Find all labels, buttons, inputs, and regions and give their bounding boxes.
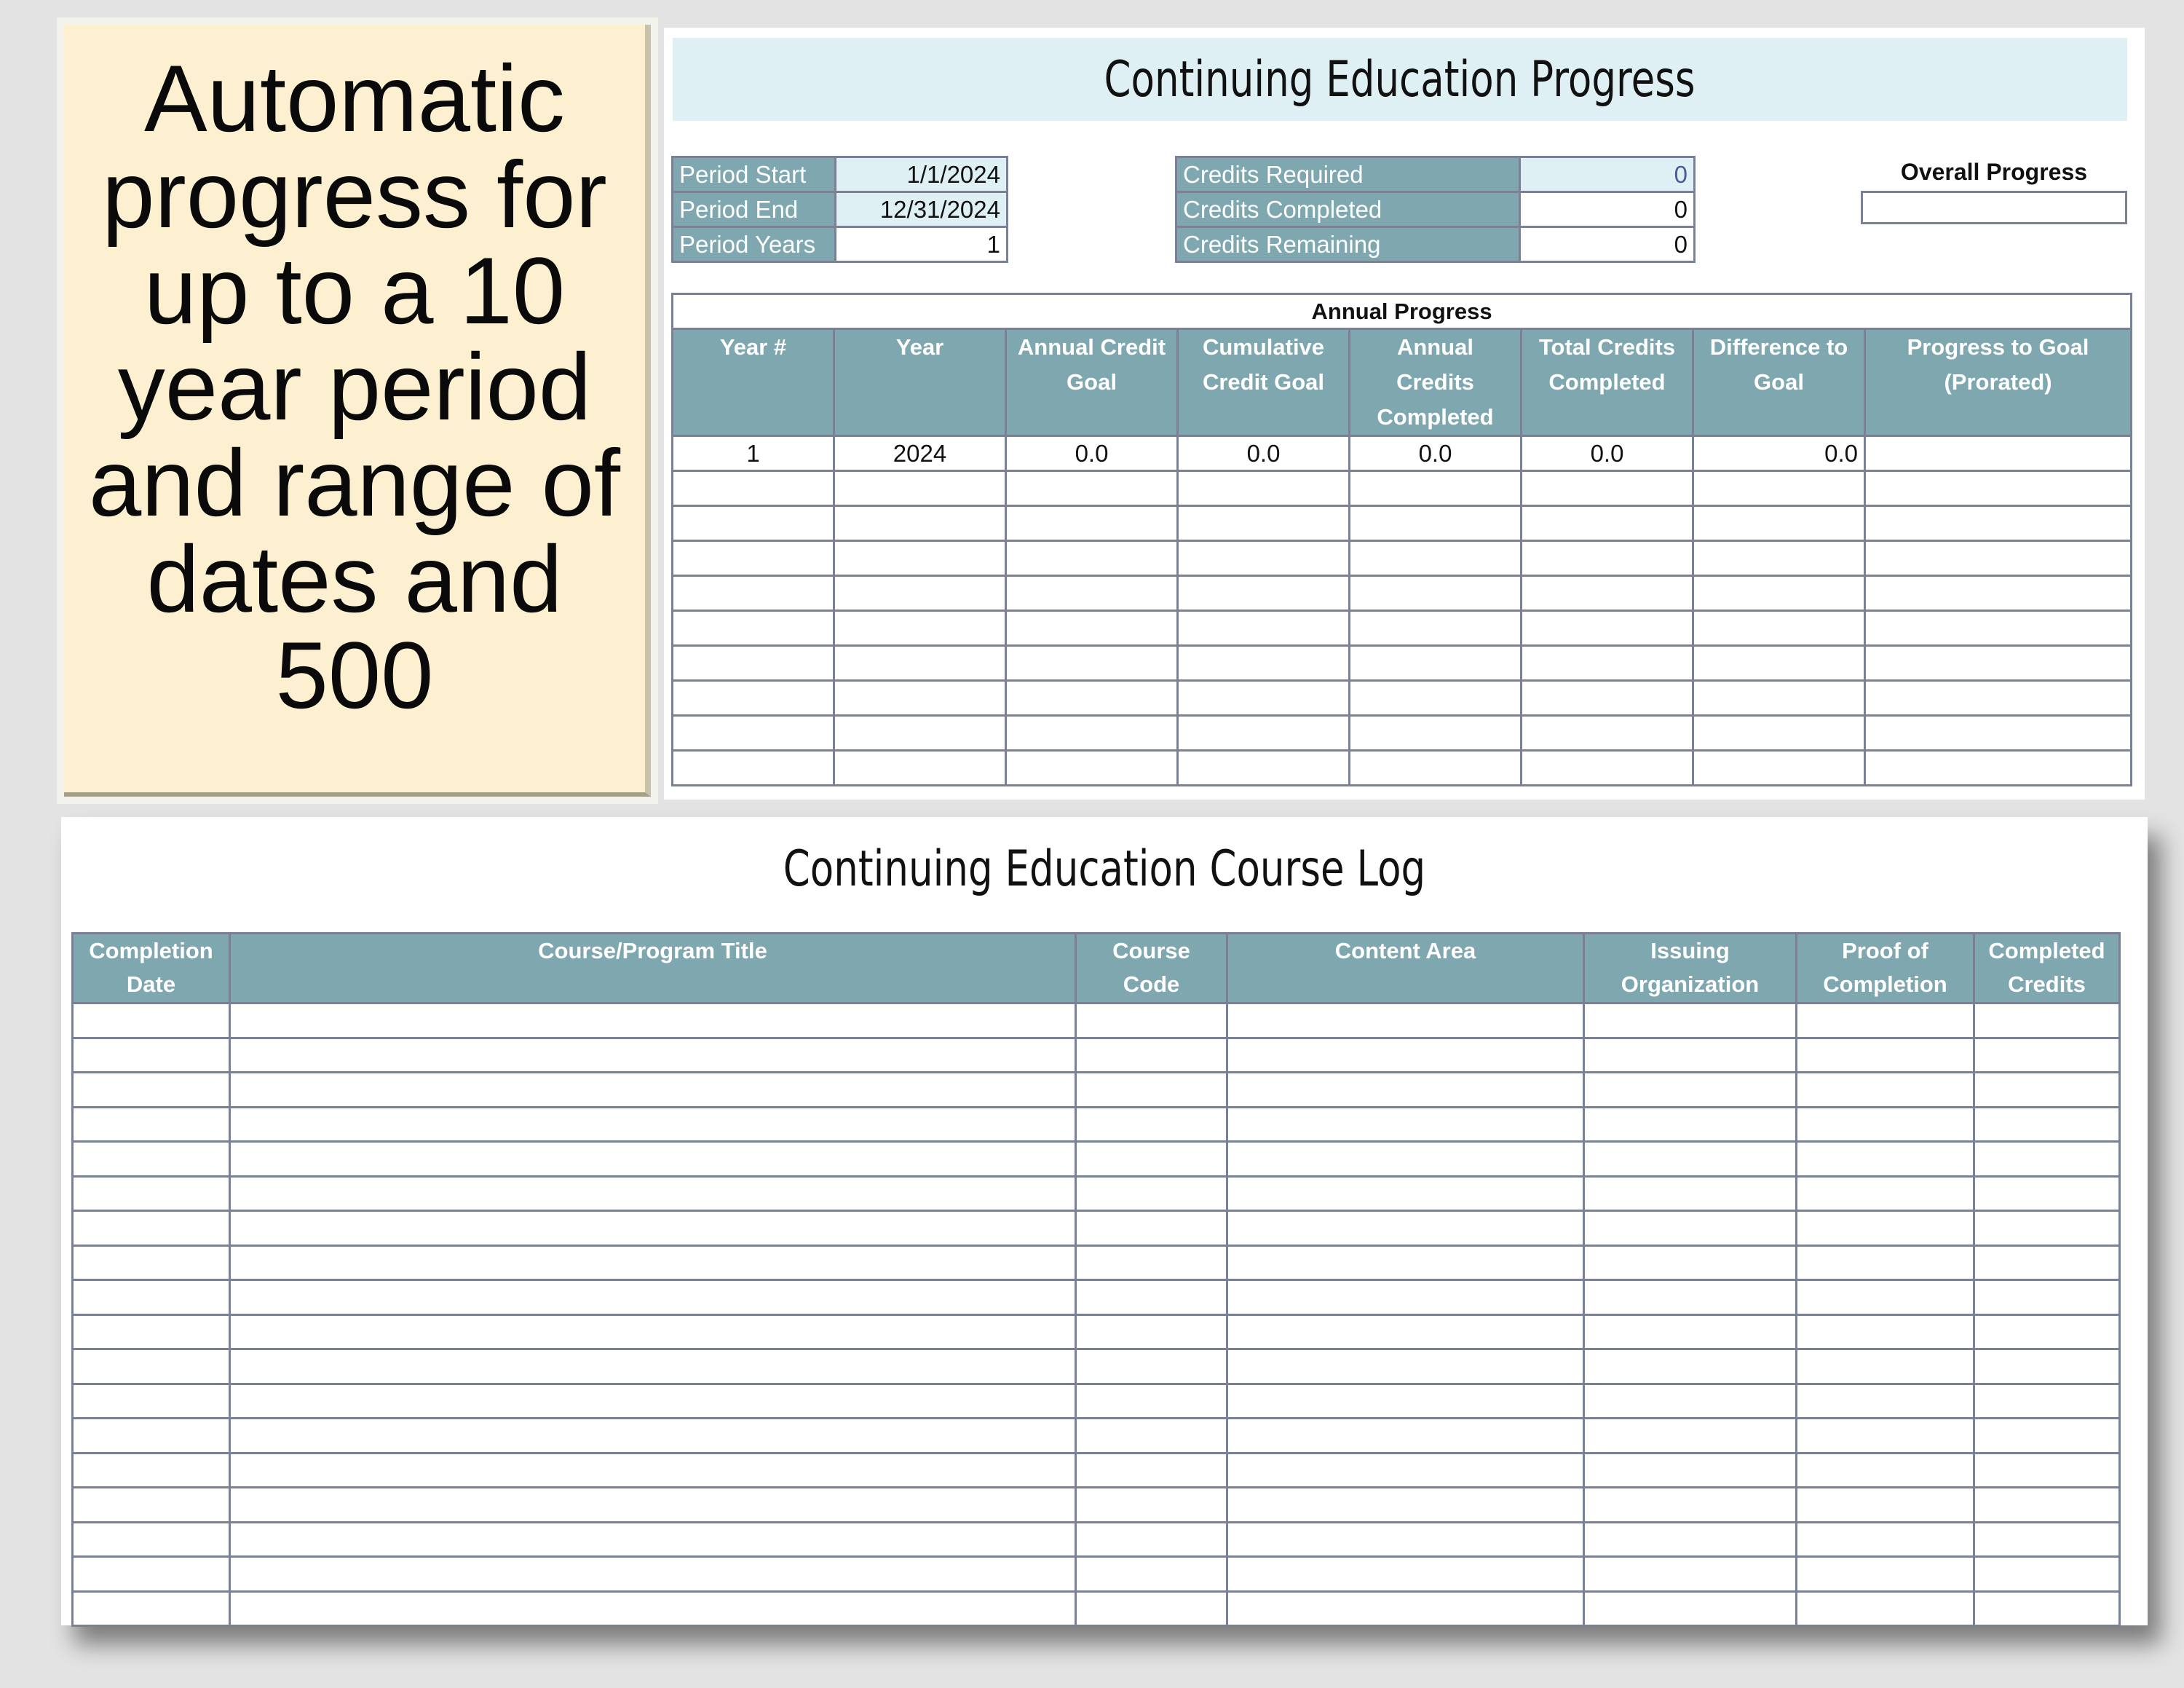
log-cell[interactable] <box>73 1107 230 1142</box>
annual-cell[interactable] <box>1178 751 1350 786</box>
annual-cell[interactable] <box>834 506 1006 541</box>
log-cell[interactable] <box>230 1453 1076 1488</box>
log-row <box>73 1419 2120 1454</box>
log-cell[interactable] <box>73 1038 230 1073</box>
log-cell[interactable] <box>1076 1107 1227 1142</box>
annual-cell[interactable] <box>1865 751 2132 786</box>
credits-row <box>1176 192 1695 227</box>
annual-progress-table <box>671 293 2132 786</box>
annual-row <box>673 541 2132 576</box>
col-course-title: Course/Program Title <box>230 934 1076 1003</box>
annual-cell[interactable] <box>1522 751 1693 786</box>
log-cell[interactable] <box>230 1349 1076 1384</box>
annual-row <box>673 506 2132 541</box>
log-cell[interactable] <box>1974 1522 2120 1557</box>
annual-cell[interactable] <box>1178 471 1350 506</box>
col-content-area: Content Area <box>1227 934 1584 1003</box>
log-cell[interactable] <box>230 1073 1076 1108</box>
log-cell[interactable] <box>1076 1419 1227 1454</box>
log-cell[interactable] <box>1584 1211 1797 1246</box>
log-cell[interactable] <box>1797 1073 1974 1108</box>
annual-cell[interactable] <box>834 646 1006 681</box>
annual-cell[interactable] <box>1350 506 1522 541</box>
log-cell[interactable] <box>1797 1211 1974 1246</box>
log-cell[interactable] <box>1227 1453 1584 1488</box>
log-cell[interactable] <box>73 1488 230 1523</box>
annual-cell[interactable] <box>673 751 834 786</box>
log-cell[interactable] <box>73 1591 230 1626</box>
log-row <box>73 1314 2120 1349</box>
log-cell[interactable] <box>1584 1314 1797 1349</box>
log-cell[interactable] <box>73 1245 230 1280</box>
log-cell[interactable] <box>1584 1349 1797 1384</box>
annual-cell[interactable] <box>1865 506 2132 541</box>
col-completion-date: Completion Date <box>73 934 230 1003</box>
log-cell[interactable] <box>1797 1245 1974 1280</box>
progress-panel <box>664 28 2145 800</box>
col-difference-to-goal: Difference to Goal <box>1693 329 1865 436</box>
annual-row <box>673 611 2132 646</box>
log-row <box>73 1591 2120 1626</box>
annual-row <box>673 576 2132 611</box>
progress-title-bar <box>673 38 2127 121</box>
log-cell[interactable] <box>1974 1142 2120 1177</box>
progress-title: Continuing Education Progress <box>1104 50 1696 109</box>
annual-cell[interactable] <box>1178 506 1350 541</box>
annual-cell[interactable] <box>834 576 1006 611</box>
annual-cell[interactable] <box>1693 506 1865 541</box>
log-cell[interactable] <box>1227 1003 1584 1038</box>
annual-cell[interactable] <box>1350 751 1522 786</box>
annual-cell[interactable] <box>1693 541 1865 576</box>
log-cell[interactable] <box>230 1488 1076 1523</box>
credits-required-value[interactable]: 0 <box>1520 157 1695 192</box>
log-cell[interactable] <box>1076 1003 1227 1038</box>
col-annual-credit-goal: Annual Credit Goal <box>1006 329 1178 436</box>
credits-row <box>1176 157 1695 192</box>
col-total-credits-completed: Total Credits Completed <box>1522 329 1693 436</box>
col-proof-of-completion: Proof of Completion <box>1797 934 1974 1003</box>
log-cell[interactable] <box>1797 1557 1974 1592</box>
col-issuing-organization: Issuing Organization <box>1584 934 1797 1003</box>
annual-cell[interactable] <box>673 506 834 541</box>
log-cell[interactable] <box>73 1176 230 1211</box>
log-cell[interactable] <box>1076 1591 1227 1626</box>
log-cell[interactable] <box>1974 1211 2120 1246</box>
log-cell[interactable] <box>1974 1003 2120 1038</box>
log-cell[interactable] <box>1227 1488 1584 1523</box>
period-row <box>673 227 1008 262</box>
log-cell[interactable] <box>1227 1038 1584 1073</box>
annual-cell[interactable] <box>1522 506 1693 541</box>
log-cell[interactable] <box>73 1211 230 1246</box>
overall-progress-label: Overall Progress <box>1900 159 2088 185</box>
log-cell[interactable] <box>1974 1591 2120 1626</box>
annual-cell[interactable] <box>673 681 834 716</box>
log-cell[interactable] <box>1076 1280 1227 1315</box>
log-cell[interactable] <box>230 1384 1076 1419</box>
annual-cell[interactable] <box>834 611 1006 646</box>
log-cell[interactable] <box>1584 1142 1797 1177</box>
annual-cell[interactable] <box>1693 611 1865 646</box>
log-cell[interactable] <box>230 1245 1076 1280</box>
col-course-code: Course Code <box>1076 934 1227 1003</box>
log-cell[interactable] <box>1584 1107 1797 1142</box>
annual-cell[interactable] <box>1350 646 1522 681</box>
credits-remaining-value: 0 <box>1520 227 1695 262</box>
annual-cell[interactable] <box>1522 716 1693 751</box>
log-cell[interactable] <box>1227 1522 1584 1557</box>
period-years-label: Period Years <box>673 227 836 262</box>
annual-cell[interactable] <box>1350 471 1522 506</box>
log-row <box>73 1522 2120 1557</box>
log-cell[interactable] <box>1227 1073 1584 1108</box>
log-cell[interactable] <box>73 1314 230 1349</box>
log-header-row <box>73 934 2120 1003</box>
log-cell[interactable] <box>1584 1038 1797 1073</box>
log-body <box>73 1003 2120 1626</box>
annual-cell[interactable]: 0.0 <box>1350 436 1522 471</box>
log-cell[interactable] <box>230 1107 1076 1142</box>
annual-cell[interactable]: 0.0 <box>1693 436 1865 471</box>
log-row <box>73 1142 2120 1177</box>
log-row <box>73 1245 2120 1280</box>
log-cell[interactable] <box>1974 1107 2120 1142</box>
log-row <box>73 1176 2120 1211</box>
credits-row <box>1176 227 1695 262</box>
annual-cell[interactable] <box>1693 646 1865 681</box>
log-cell[interactable] <box>73 1453 230 1488</box>
log-cell[interactable] <box>1797 1003 1974 1038</box>
log-cell[interactable] <box>230 1522 1076 1557</box>
annual-cell[interactable] <box>834 716 1006 751</box>
annual-header-row <box>673 329 2132 436</box>
log-cell[interactable] <box>1797 1419 1974 1454</box>
annual-row <box>673 471 2132 506</box>
annual-cell[interactable] <box>673 646 834 681</box>
log-cell[interactable] <box>1584 1488 1797 1523</box>
annual-cell[interactable] <box>1522 541 1693 576</box>
log-cell[interactable] <box>230 1142 1076 1177</box>
log-cell[interactable] <box>73 1073 230 1108</box>
log-cell[interactable] <box>73 1003 230 1038</box>
log-row <box>73 1280 2120 1315</box>
annual-cell[interactable]: 0.0 <box>1178 436 1350 471</box>
annual-body <box>673 436 2132 786</box>
log-cell[interactable] <box>1227 1384 1584 1419</box>
annual-progress-caption: Annual Progress <box>673 294 2132 329</box>
log-cell[interactable] <box>1974 1488 2120 1523</box>
annual-cell[interactable] <box>1865 646 2132 681</box>
annual-cell[interactable] <box>834 681 1006 716</box>
log-cell[interactable] <box>73 1280 230 1315</box>
log-cell[interactable] <box>1076 1038 1227 1073</box>
log-cell[interactable] <box>1797 1522 1974 1557</box>
annual-cell[interactable] <box>1178 646 1350 681</box>
log-row <box>73 1557 2120 1592</box>
col-annual-credits-completed: Annual Credits Completed <box>1350 329 1522 436</box>
overall-progress-bar <box>1861 191 2127 224</box>
log-cell[interactable] <box>1797 1384 1974 1419</box>
log-cell[interactable] <box>1076 1245 1227 1280</box>
annual-cell[interactable] <box>1865 541 2132 576</box>
log-cell[interactable] <box>1227 1419 1584 1454</box>
log-row <box>73 1453 2120 1488</box>
log-cell[interactable] <box>1227 1107 1584 1142</box>
credits-completed-label: Credits Completed <box>1176 192 1520 227</box>
log-cell[interactable] <box>1227 1176 1584 1211</box>
log-cell[interactable] <box>230 1211 1076 1246</box>
annual-cell[interactable] <box>1522 471 1693 506</box>
log-cell[interactable] <box>230 1280 1076 1315</box>
course-log-title: Continuing Education Course Log <box>783 840 1426 898</box>
log-cell[interactable] <box>73 1384 230 1419</box>
annual-cell[interactable] <box>1693 751 1865 786</box>
annual-cell[interactable] <box>1865 716 2132 751</box>
annual-cell[interactable] <box>1006 541 1178 576</box>
log-cell[interactable] <box>1584 1591 1797 1626</box>
period-years-value: 1 <box>836 227 1008 262</box>
log-cell[interactable] <box>1227 1591 1584 1626</box>
log-cell[interactable] <box>230 1176 1076 1211</box>
log-cell[interactable] <box>1974 1419 2120 1454</box>
log-cell[interactable] <box>1797 1038 1974 1073</box>
log-row <box>73 1073 2120 1108</box>
log-cell[interactable] <box>1974 1245 2120 1280</box>
annual-cell[interactable] <box>1865 681 2132 716</box>
log-cell[interactable] <box>1584 1245 1797 1280</box>
log-cell[interactable] <box>73 1349 230 1384</box>
log-cell[interactable] <box>1974 1384 2120 1419</box>
log-cell[interactable] <box>1076 1522 1227 1557</box>
log-cell[interactable] <box>1584 1557 1797 1592</box>
log-cell[interactable] <box>1076 1349 1227 1384</box>
log-cell[interactable] <box>1584 1384 1797 1419</box>
annual-cell[interactable] <box>1865 611 2132 646</box>
annual-cell[interactable] <box>1865 436 2132 471</box>
log-cell[interactable] <box>1974 1557 2120 1592</box>
log-row <box>73 1211 2120 1246</box>
log-cell[interactable] <box>1227 1349 1584 1384</box>
annual-row <box>673 436 2132 471</box>
log-cell[interactable] <box>1076 1176 1227 1211</box>
course-log-table <box>71 932 2121 1627</box>
annual-cell[interactable] <box>834 541 1006 576</box>
log-cell[interactable] <box>1584 1280 1797 1315</box>
log-cell[interactable] <box>1584 1453 1797 1488</box>
annual-cell[interactable] <box>834 751 1006 786</box>
log-cell[interactable] <box>230 1314 1076 1349</box>
period-row <box>673 192 1008 227</box>
log-cell[interactable] <box>1974 1038 2120 1073</box>
log-cell[interactable] <box>1974 1314 2120 1349</box>
annual-cell[interactable]: 2024 <box>834 436 1006 471</box>
log-cell[interactable] <box>1797 1349 1974 1384</box>
log-cell[interactable] <box>73 1522 230 1557</box>
log-cell[interactable] <box>73 1419 230 1454</box>
annual-cell[interactable] <box>1178 541 1350 576</box>
log-row <box>73 1488 2120 1523</box>
log-cell[interactable] <box>230 1419 1076 1454</box>
credits-required-label: Credits Required <box>1176 157 1520 192</box>
annual-cell[interactable] <box>1522 681 1693 716</box>
annual-row <box>673 716 2132 751</box>
log-cell[interactable] <box>230 1557 1076 1592</box>
log-cell[interactable] <box>1076 1384 1227 1419</box>
annual-row <box>673 646 2132 681</box>
annual-cell[interactable]: 0.0 <box>1522 436 1693 471</box>
period-row <box>673 157 1008 192</box>
log-row <box>73 1003 2120 1038</box>
log-cell[interactable] <box>1797 1488 1974 1523</box>
log-cell[interactable] <box>1076 1073 1227 1108</box>
log-cell[interactable] <box>230 1591 1076 1626</box>
annual-cell[interactable] <box>1006 716 1178 751</box>
log-cell[interactable] <box>1974 1073 2120 1108</box>
log-cell[interactable] <box>1076 1142 1227 1177</box>
log-cell[interactable] <box>1584 1003 1797 1038</box>
log-cell[interactable] <box>1227 1211 1584 1246</box>
period-start-label: Period Start <box>673 157 836 192</box>
log-row <box>73 1349 2120 1384</box>
annual-cell[interactable] <box>1006 646 1178 681</box>
log-cell[interactable] <box>1797 1142 1974 1177</box>
log-cell[interactable] <box>1227 1557 1584 1592</box>
log-cell[interactable] <box>1974 1280 2120 1315</box>
annual-cell[interactable] <box>1522 646 1693 681</box>
period-end-label: Period End <box>673 192 836 227</box>
period-end-value[interactable]: 12/31/2024 <box>836 192 1008 227</box>
log-row <box>73 1038 2120 1073</box>
log-cell[interactable] <box>1227 1142 1584 1177</box>
annual-cell[interactable] <box>1693 716 1865 751</box>
log-cell[interactable] <box>1227 1245 1584 1280</box>
log-cell[interactable] <box>1974 1176 2120 1211</box>
annual-cell[interactable] <box>1006 751 1178 786</box>
log-cell[interactable] <box>1227 1280 1584 1315</box>
log-cell[interactable] <box>1076 1314 1227 1349</box>
annual-cell[interactable] <box>1006 681 1178 716</box>
log-cell[interactable] <box>1227 1314 1584 1349</box>
log-cell[interactable] <box>1974 1453 2120 1488</box>
annual-cell[interactable] <box>1350 716 1522 751</box>
log-cell[interactable] <box>1076 1453 1227 1488</box>
period-table <box>671 156 1008 263</box>
col-year-num: Year # <box>673 329 834 436</box>
annual-cell[interactable] <box>1006 471 1178 506</box>
annual-cell[interactable] <box>1522 611 1693 646</box>
annual-cell[interactable] <box>1178 716 1350 751</box>
annual-cell[interactable] <box>1350 541 1522 576</box>
promo-text: Automatic progress for up to a 10 year period and range of dates and 500 <box>88 45 621 728</box>
log-cell[interactable] <box>230 1038 1076 1073</box>
log-cell[interactable] <box>73 1142 230 1177</box>
annual-cell[interactable] <box>1178 611 1350 646</box>
annual-cell[interactable] <box>1865 576 2132 611</box>
annual-cell[interactable] <box>1350 681 1522 716</box>
credits-completed-value: 0 <box>1520 192 1695 227</box>
log-cell[interactable] <box>1076 1557 1227 1592</box>
annual-cell[interactable] <box>834 471 1006 506</box>
col-year: Year <box>834 329 1006 436</box>
annual-cell[interactable] <box>1178 681 1350 716</box>
annual-cell[interactable]: 1 <box>673 436 834 471</box>
log-cell[interactable] <box>1584 1176 1797 1211</box>
log-row <box>73 1384 2120 1419</box>
log-cell[interactable] <box>1584 1419 1797 1454</box>
log-cell[interactable] <box>1797 1280 1974 1315</box>
log-cell[interactable] <box>1797 1107 1974 1142</box>
log-cell[interactable] <box>1797 1314 1974 1349</box>
annual-cell[interactable] <box>1178 576 1350 611</box>
annual-cell[interactable] <box>1865 471 2132 506</box>
log-cell[interactable] <box>230 1003 1076 1038</box>
annual-cell[interactable] <box>1693 471 1865 506</box>
annual-cell[interactable] <box>1006 576 1178 611</box>
log-cell[interactable] <box>1076 1211 1227 1246</box>
annual-cell[interactable] <box>1350 611 1522 646</box>
promo-panel <box>64 25 651 797</box>
annual-row <box>673 681 2132 716</box>
log-cell[interactable] <box>1797 1176 1974 1211</box>
annual-cell[interactable]: 0.0 <box>1006 436 1178 471</box>
credits-table <box>1175 156 1696 263</box>
annual-cell[interactable] <box>673 471 834 506</box>
annual-cell[interactable] <box>1693 576 1865 611</box>
annual-cell[interactable] <box>673 611 834 646</box>
log-cell[interactable] <box>1584 1522 1797 1557</box>
annual-cell[interactable] <box>1693 681 1865 716</box>
col-progress-to-goal: Progress to Goal (Prorated) <box>1865 329 2132 436</box>
annual-cell[interactable] <box>673 716 834 751</box>
col-completed-credits: Completed Credits <box>1974 934 2120 1003</box>
log-cell[interactable] <box>73 1557 230 1592</box>
log-cell[interactable] <box>1797 1591 1974 1626</box>
annual-cell[interactable] <box>1006 611 1178 646</box>
log-cell[interactable] <box>1584 1073 1797 1108</box>
credits-remaining-label: Credits Remaining <box>1176 227 1520 262</box>
annual-cell[interactable] <box>1350 576 1522 611</box>
annual-cell[interactable] <box>1006 506 1178 541</box>
log-cell[interactable] <box>1076 1488 1227 1523</box>
course-log-panel <box>61 817 2148 1625</box>
annual-cell[interactable] <box>1522 576 1693 611</box>
period-start-value[interactable]: 1/1/2024 <box>836 157 1008 192</box>
log-cell[interactable] <box>1974 1349 2120 1384</box>
annual-cell[interactable] <box>673 541 834 576</box>
annual-row <box>673 751 2132 786</box>
annual-cell[interactable] <box>673 576 834 611</box>
col-cumulative-credit-goal: Cumulative Credit Goal <box>1178 329 1350 436</box>
log-row <box>73 1107 2120 1142</box>
log-cell[interactable] <box>1797 1453 1974 1488</box>
